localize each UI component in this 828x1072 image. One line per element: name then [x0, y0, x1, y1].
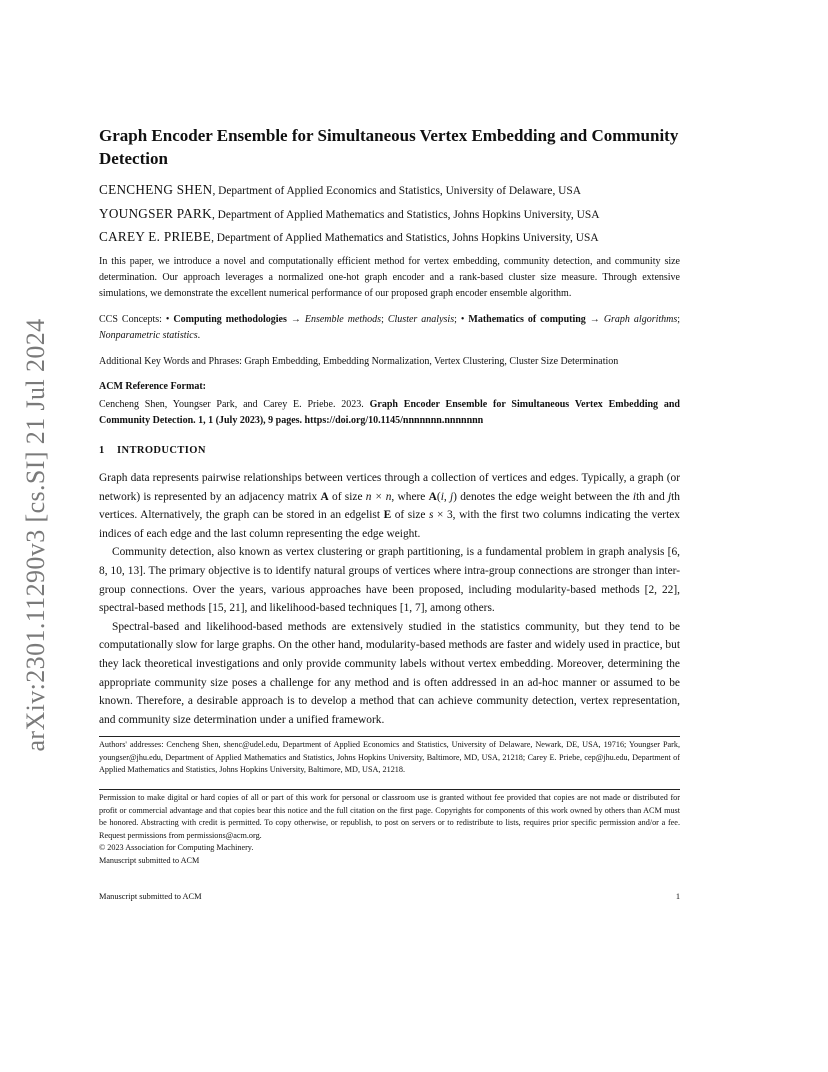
author-name: CENCHENG SHEN: [99, 182, 213, 197]
reference-authors: Cencheng Shen, Youngser Park, and Carey E. Priebe. 2023.: [99, 399, 370, 410]
reference-title: Graph Encoder Ensemble for Simultaneous Vertex Embedding and Community Detection. 1, 1 (July 2023), 9 pages. https://doi.org/10.1145/nnnnnnn.nnnnnnn: [99, 399, 680, 426]
ccs-subconcept: Graph algorithms: [603, 314, 678, 325]
permission-notice: [99, 792, 680, 867]
submitted-line: Manuscript submitted to ACM: [99, 855, 200, 865]
author-entry: [99, 179, 699, 203]
paragraph: Spectral-based and likelihood-based methods are extensively studied in the statistics community, but they tend to be computationally slow for large graphs. On the other hand, modularity-based methods are faster and widely used in practice, but they lack theoretical investigations and only provide community labels without vertex embedding. Moreover, determining the appropriate community size poses a challenge for any method and is often addressed in an ad-hoc manner or assumed to be known. Therefore, a desirable approach is to develop a method that can achieve community detection, vertex representation, and community size determination under a unified framework.: [99, 620, 680, 726]
author-name: CAREY E. PRIEBE: [99, 229, 212, 244]
ccs-separator: ; •: [454, 314, 469, 325]
section-title: INTRODUCTION: [117, 445, 206, 456]
author-affiliation: , Department of Applied Mathematics and Statistics, Johns Hopkins University, USA: [211, 208, 600, 221]
reference-format-heading: ACM Reference Format:: [99, 381, 206, 392]
ccs-concept: Computing methodologies: [173, 314, 287, 325]
permission-divider: [99, 789, 680, 790]
author-affiliation: , Department of Applied Economics and Statistics, University of Delaware, USA: [212, 185, 581, 197]
ccs-concepts: [99, 312, 680, 344]
paragraph: Graph data represents pairwise relationships between vertices through a collection of vertices and edges. Typically, a graph (or network) is represented by an adjacency matrix A of size n × n, where A(i, j) denotes the edge weight between the ith and jth vertices. Alternatively, the graph can be stored in an edgelist E of size s × 3, with the first two columns indicating the vertex indices of each edge and the last column representing the edge weight.: [99, 472, 681, 540]
page-number: 1: [675, 892, 680, 901]
ccs-prefix: CCS Concepts: •: [99, 314, 170, 325]
paragraph: Community detection, also known as vertex clustering or graph partitioning, is a fundamental problem in graph analysis [6, 8, 10, 13]. The primary objective is to identify natural groups of vertices where intra-group connections are stronger than inter-group connections. Over the years, various approaches have been proposed, including modularity-based methods [2, 22], spectral-based methods [15, 21], and likelihood-based techniques [1, 7], among others.: [99, 546, 680, 615]
reference-format: [99, 397, 680, 429]
author-name: YOUNGSER PARK: [99, 205, 212, 221]
keywords: Additional Key Words and Phrases: Graph Embedding, Embedding Normalization, Vertex Clustering, Cluster Size Determination: [99, 356, 619, 367]
ccs-subconcept: Nonparametric statistics: [99, 330, 198, 341]
copyright-line: © 2023 Association for Computing Machinery.: [99, 843, 254, 852]
author-affiliation: , Department of Applied Mathematics and Statistics, Johns Hopkins University, USA: [211, 232, 599, 244]
author-entry: [99, 203, 699, 227]
author-addresses: Authors' addresses: Cencheng Shen, shenc@udel.edu, Department of Applied Economics and Statistics, University of Delaware, Newark, DE, USA, 19716; Youngser Park, youngser@jhu.edu, Department of Applied Mathematics and Statistics, Johns Hopkins University, Baltimore, MD, USA, 21218; Carey E. Priebe, cep@jhu.edu, Department of Applied Mathematics and Statistics, Johns Hopkins University, Baltimore, MD, USA, 21218.: [99, 740, 680, 774]
ccs-subconcept: Ensemble methods: [304, 314, 382, 325]
author-entry: [99, 226, 699, 250]
introduction-body: [99, 469, 680, 729]
section-heading: [99, 445, 680, 456]
ccs-subconcept: Cluster analysis: [387, 314, 455, 325]
ccs-separator: ;: [677, 314, 681, 325]
paper-title: Graph Encoder Ensemble for Simultaneous Vertex Embedding and Community Detection: [99, 126, 679, 168]
author-list: [99, 179, 699, 250]
ccs-arrow: →: [286, 314, 305, 325]
ccs-separator: ;: [381, 314, 388, 325]
ccs-concept: Mathematics of computing: [468, 314, 586, 325]
permission-text: Permission to make digital or hard copies of all or part of this work for personal or classroom use is granted without fee provided that copies are not made or distributed for profit or commercial advantage and that copies bear this notice and the full citation on the first page. Copyrights for components of this work owned by others than ACM must be honored. Abstracting with credit is permitted. To copy otherwise, or republish, to post on servers or to redistribute to lists, requires prior specific permission and/or a fee. Request permissions from permissions@acm.org.: [99, 793, 680, 840]
footnote-divider: [99, 736, 680, 737]
ccs-arrow: →: [585, 314, 604, 325]
arxiv-identifier-text: arXiv:2301.11290v3 [cs.SI] 21 Jul 2024: [21, 318, 50, 752]
page-footer: [99, 892, 680, 901]
footer-left-text: Manuscript submitted to ACM: [99, 892, 202, 901]
ccs-end: .: [197, 330, 201, 341]
abstract: In this paper, we introduce a novel and computationally efficient method for vertex embedding, community detection, and community size determination. Our approach leverages a normalized one-hot graph encoder and a rank-based cluster size measure. Through extensive simulations, we demonstrate the excellent numerical performance of our proposed graph encoder ensemble algorithm.: [99, 256, 680, 299]
section-number: 1: [99, 445, 105, 456]
